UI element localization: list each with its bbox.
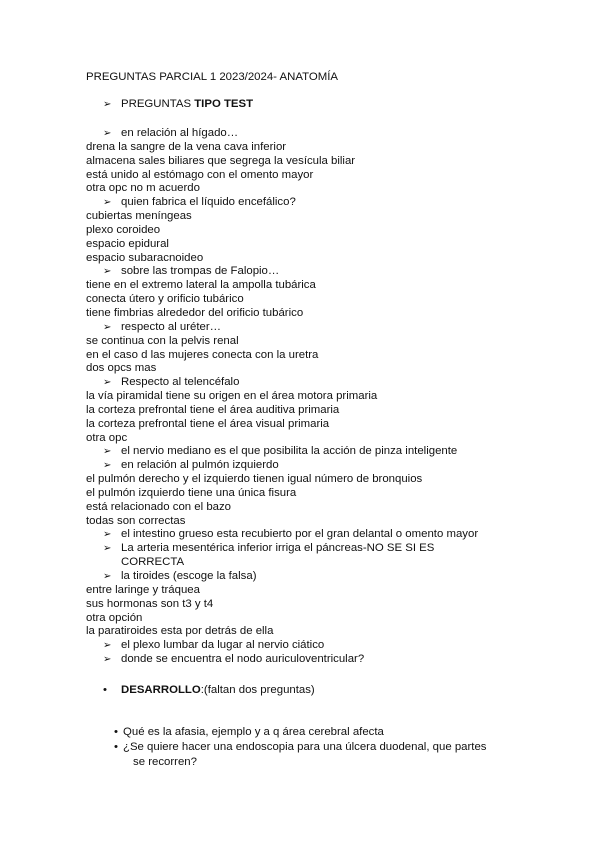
- question-text: la tiroides (escoge la falsa): [121, 570, 257, 582]
- answer-option: almacena sales biliares que segrega la vesícula biliar: [86, 154, 356, 167]
- question-text: el nervio mediano es el que posibilita la acción de pinza inteligente: [121, 445, 458, 458]
- arrow-bullet-icon: ➢: [103, 571, 112, 582]
- answer-option: espacio epidural: [86, 237, 169, 250]
- development-question: [114, 740, 534, 755]
- question-item: [86, 542, 526, 556]
- development-question-text: ¿Se quiere hacer una endoscopia para una úlcera duodenal, que partes: [123, 741, 487, 753]
- answer-option: la corteza prefrontal tiene el área auditiva primaria: [86, 403, 340, 416]
- question-text: el intestino grueso esta recubierto por el gran delantal o omento mayor: [121, 528, 479, 541]
- question-item: [86, 127, 526, 141]
- question-text: donde se encuentra el nodo auriculoventricular?: [121, 653, 365, 666]
- section-header-desarrollo: [104, 683, 315, 697]
- answer-option: el pulmón derecho y el izquierdo tienen igual número de bronquios: [86, 473, 423, 486]
- arrow-bullet-icon: ➢: [103, 321, 112, 333]
- answer-option: conecta útero y orificio tubárico: [86, 293, 244, 306]
- answer-option: la vía piramidal tiene su origen en el área motora primaria: [86, 390, 378, 403]
- arrow-bullet-icon: ➢: [103, 543, 112, 555]
- arrow-bullet-icon: ➢: [103, 266, 112, 278]
- question-item: [86, 570, 526, 584]
- arrow-bullet-icon: ➢: [103, 654, 112, 666]
- answer-option: entre laringe y tráquea: [86, 583, 200, 596]
- answer-option: la corteza prefrontal tiene el área visual primaria: [86, 417, 330, 430]
- question-item: [86, 459, 526, 473]
- question-item: [86, 321, 526, 335]
- question-item: [86, 528, 526, 542]
- answer-option: tiene en el extremo lateral la ampolla tubárica: [86, 279, 316, 292]
- answer-option: drena la sangre de la vena cava inferior: [86, 140, 287, 153]
- answer-option: plexo coroideo: [86, 223, 161, 236]
- answer-option: otra opción: [86, 611, 143, 624]
- section-desarrollo-bold: DESARROLLO: [121, 684, 201, 696]
- document-title: PREGUNTAS PARCIAL 1 2023/2024- ANATOMÍA: [86, 71, 338, 83]
- answer-option: cubiertas meníngeas: [86, 210, 192, 223]
- question-text: en relación al hígado…: [121, 127, 239, 139]
- answer-option: en el caso d las mujeres conecta con la uretra: [86, 348, 319, 361]
- question-text: La arteria mesentérica inferior irriga el páncreas-NO SE SI ES: [121, 542, 435, 555]
- answer-option: sus hormonas son t3 y t4: [86, 597, 214, 610]
- question-text: respecto al uréter…: [121, 320, 222, 333]
- question-text: sobre las trompas de Falopio…: [121, 265, 280, 278]
- answer-option: la paratiroides esta por detrás de ella: [86, 625, 274, 638]
- question-text: el plexo lumbar da lugar al nervio ciático: [121, 639, 325, 652]
- answer-option: se continua con la pelvis renal: [86, 334, 239, 347]
- arrow-bullet-icon: ➢: [103, 640, 112, 652]
- answer-option: tiene fimbrias alrededor del orificio tubárico: [86, 306, 304, 319]
- bullet-icon: •: [114, 726, 118, 738]
- answer-option: está relacionado con el bazo: [86, 500, 232, 513]
- bullet-icon: •: [103, 684, 107, 696]
- arrow-bullet-icon: ➢: [103, 128, 112, 139]
- arrow-bullet-icon: ➢: [103, 446, 112, 458]
- question-text: en relación al pulmón izquierdo: [121, 459, 279, 472]
- question-text: Respecto al telencéfalo: [121, 376, 240, 389]
- answer-option: otra opc no m acuerdo: [86, 182, 200, 195]
- answer-option: dos opcs mas: [86, 362, 157, 375]
- development-question-text: Qué es la afasia, ejemplo y a q área cerebral afecta: [123, 726, 384, 738]
- answer-option: todas son correctas: [86, 514, 186, 527]
- answer-option: otra opc: [86, 431, 128, 444]
- answer-option: el pulmón izquierdo tiene una única fisura: [86, 486, 297, 499]
- question-item: [86, 196, 526, 210]
- development-question: [114, 725, 534, 740]
- test-questions-list: [86, 127, 526, 667]
- arrow-bullet-icon: ➢: [103, 377, 112, 389]
- question-text: quien fabrica el líquido encefálico?: [121, 196, 296, 209]
- question-text-continuation: CORRECTA: [121, 556, 185, 569]
- question-item: [86, 265, 526, 279]
- question-item: [86, 653, 526, 667]
- section-header-test: [86, 98, 526, 112]
- question-item: [86, 445, 526, 459]
- section-desarrollo-note: :(faltan dos preguntas): [200, 684, 315, 696]
- section-test-bold: TIPO TEST: [194, 98, 254, 110]
- development-questions-list: [114, 725, 534, 770]
- arrow-bullet-icon: ➢: [103, 197, 112, 209]
- question-item: [86, 639, 526, 653]
- development-question-continuation: se recorren?: [133, 756, 197, 768]
- arrow-bullet-icon: ➢: [103, 529, 112, 541]
- bullet-icon: •: [114, 741, 118, 753]
- question-item: [86, 376, 526, 390]
- answer-option: está unido al estómago con el omento mayor: [86, 168, 314, 181]
- arrow-bullet-icon: ➢: [103, 99, 112, 110]
- section-test-prefix: PREGUNTAS: [121, 98, 195, 110]
- arrow-bullet-icon: ➢: [103, 460, 112, 472]
- answer-option: espacio subaracnoideo: [86, 251, 204, 264]
